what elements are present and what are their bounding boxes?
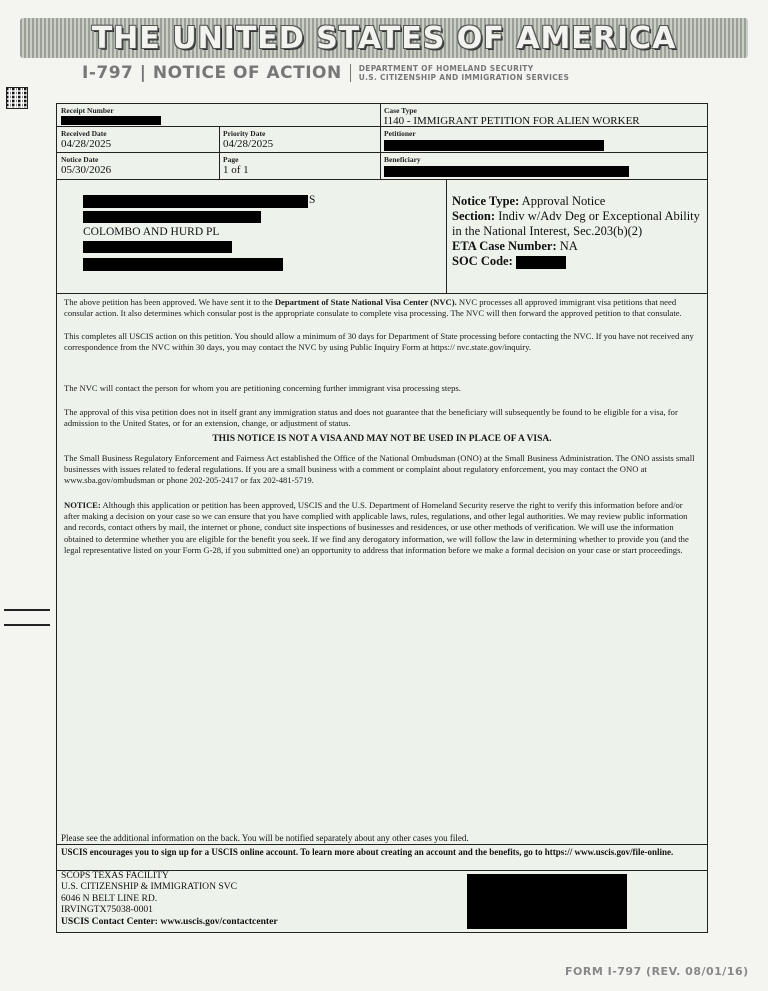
grid-line [219,126,220,179]
agency-line-1: DEPARTMENT OF HOMELAND SECURITY [358,64,534,73]
page-value: 1 of 1 [223,164,249,176]
paragraph-uscis-complete: This completes all USCIS action on this petition. You should allow a minimum of 30 days for Department of State processing before contacting the NVC. If you have not received any correspondence from the NVC within 30 days, you may contact the NVC by using Public Inquiry Form at https:// nvc.state.gov/inquiry. [64,331,694,353]
form-number: FORM I-797 (REV. 08/01/16) [565,965,749,978]
paragraph-ombudsman: The Small Business Regulatory Enforcement and Fairness Act established the Office of the National Ombudsman (ONO) at the Small Business Administration. The ONO assists small businesses with issues related to federal regulations. If you are a small business with a comment or complaint about regulatory enforcement, you may contact the ONO at www.sba.gov/ombudsman or phone 202-205-2417 or fax 202-481-5719. [64,453,695,486]
received-date-label: Received Date [61,129,107,138]
notice-type-key: Notice Type: [452,194,520,208]
paragraph-notice-text: Although this application or petition has been approved, USCIS and the U.S. Department of Homeland Security reserve the right to verify this information before and/or after making a decision on your case so we can ensure that you have complied with applicable laws, rules, regulations, and other legal authorities. We may review public information and records, contact others by mail, the internet or phone, conduct site inspections of businesses and residences, or use other methods of verification. We will use the information obtained to determine whether you are eligible for the benefit you seek. If we find any derogatory information, we will follow the law in determining whether to provide you (and the legal representative listed on your Form G-28, if you submitted one) an opportunity to address that information before we make a formal decision on your case or start proceedings. [64,500,689,555]
notice-date-value: 05/30/2026 [61,164,112,176]
online-account-note [61,847,701,858]
grid-line [57,844,707,845]
receipt-number-redacted [61,116,161,125]
facility-city: IRVINGTX75038-0001 [61,904,153,916]
receipt-number-label: Receipt Number [61,106,114,115]
section-value: Indiv w/Adv Deg or Exceptional Ability in the National Interest, Sec.203(b)(2) [452,209,700,238]
soc-code-redacted [516,256,566,269]
law-firm-name: COLOMBO AND HURD PL [83,226,220,238]
paragraph-nvc-text: The above petition has been approved. We have sent it to the [64,297,275,307]
paragraph-nvc [64,297,700,319]
notice-type-value: Approval Notice [521,194,606,208]
nvc-name: Department of State National Visa Center (NVC). [274,297,457,307]
beneficiary-label: Beneficiary [384,155,421,164]
beneficiary-redacted [384,166,629,177]
petitioner-label: Petitioner [384,129,416,138]
priority-date-value: 04/28/2025 [223,138,274,150]
agency-line: U.S. CITIZENSHIP & IMMIGRATION SVC [61,881,238,893]
recipient-name-tail: S [309,194,316,206]
online-account-text: USCIS encourages you to sign up for a USCIS online account. To learn more about creating an account and the benefits, go to https:// www.uscis.gov/file-online. [61,847,674,857]
header-divider [350,64,351,82]
city-state-redacted [83,258,283,271]
bottom-redacted-block [467,874,627,929]
case-type-value: I140 - IMMIGRANT PETITION FOR ALIEN WORKER [384,115,640,127]
barcode-icon [7,88,27,108]
notice-keyword: NOTICE: [64,500,101,510]
not-a-visa-warning: THIS NOTICE IS NOT A VISA AND MAY NOT BE USED IN PLACE OF A VISA. [212,434,552,444]
eta-case-row [452,239,702,254]
notice-date-label: Notice Date [61,155,99,164]
case-type-label: Case Type [384,106,417,115]
priority-date-label: Priority Date [223,129,266,138]
soc-code-key: SOC Code: [452,254,513,268]
page-label: Page [223,155,239,164]
fold-mark [4,609,50,611]
notice-details [452,194,702,269]
soc-code-row [452,254,702,269]
banner-title: THE UNITED STATES OF AMERICA [91,20,677,56]
petitioner-redacted [384,140,604,151]
additional-info-note: Please see the additional information on the back. You will be notified separately about any other cases you filed. [61,833,469,843]
street-address-redacted [83,241,232,253]
paragraph-notice [64,500,700,556]
paragraph-nvc-text-2: NVC processes all approved immigrant visa petitions that need consular action. It also determines which consular post is the appropriate consulate to complete visa processing. The NVC will then forward the approved petition to that consulate. [64,297,682,319]
received-date-value: 04/28/2025 [61,138,112,150]
form-title: I-797 | NOTICE OF ACTION [82,63,342,83]
facility-street: 6046 N BELT LINE RD. [61,892,158,904]
grid-line [446,179,447,293]
grid-line [57,179,707,180]
facility-name: SCOPS TEXAS FACILITY [61,870,169,881]
paragraph-nvc-contact: The NVC will contact the person for whom you are petitioning concerning further immigrant visa processing steps. [64,383,461,393]
form-header [82,62,569,84]
service-center-address [61,870,278,927]
agency-line-2: U.S. CITIZENSHIP AND IMMIGRATION SERVICES [358,73,570,82]
eta-case-value: NA [559,239,578,253]
section-key: Section: [452,209,496,223]
agency-name [359,64,569,82]
grid-line [57,152,707,153]
attorney-name-redacted [83,211,261,223]
notice-form [56,103,708,933]
notice-type-row [452,194,702,209]
paragraph-approval-status: The approval of this visa petition does not in itself grant any immigration status and does not guarantee that the beneficiary will subsequently be found to be eligible for a visa, for admission to the United States, or for an extension, change, or adjustment of status. [64,407,678,429]
eta-case-key: ETA Case Number: [452,239,557,253]
grid-line [380,104,381,179]
header-banner [20,18,748,58]
recipient-name-redacted [83,195,308,208]
grid-line [57,293,707,294]
fold-mark [4,624,50,626]
contact-center: USCIS Contact Center: www.uscis.gov/contactcenter [61,915,278,927]
section-row [452,209,702,239]
